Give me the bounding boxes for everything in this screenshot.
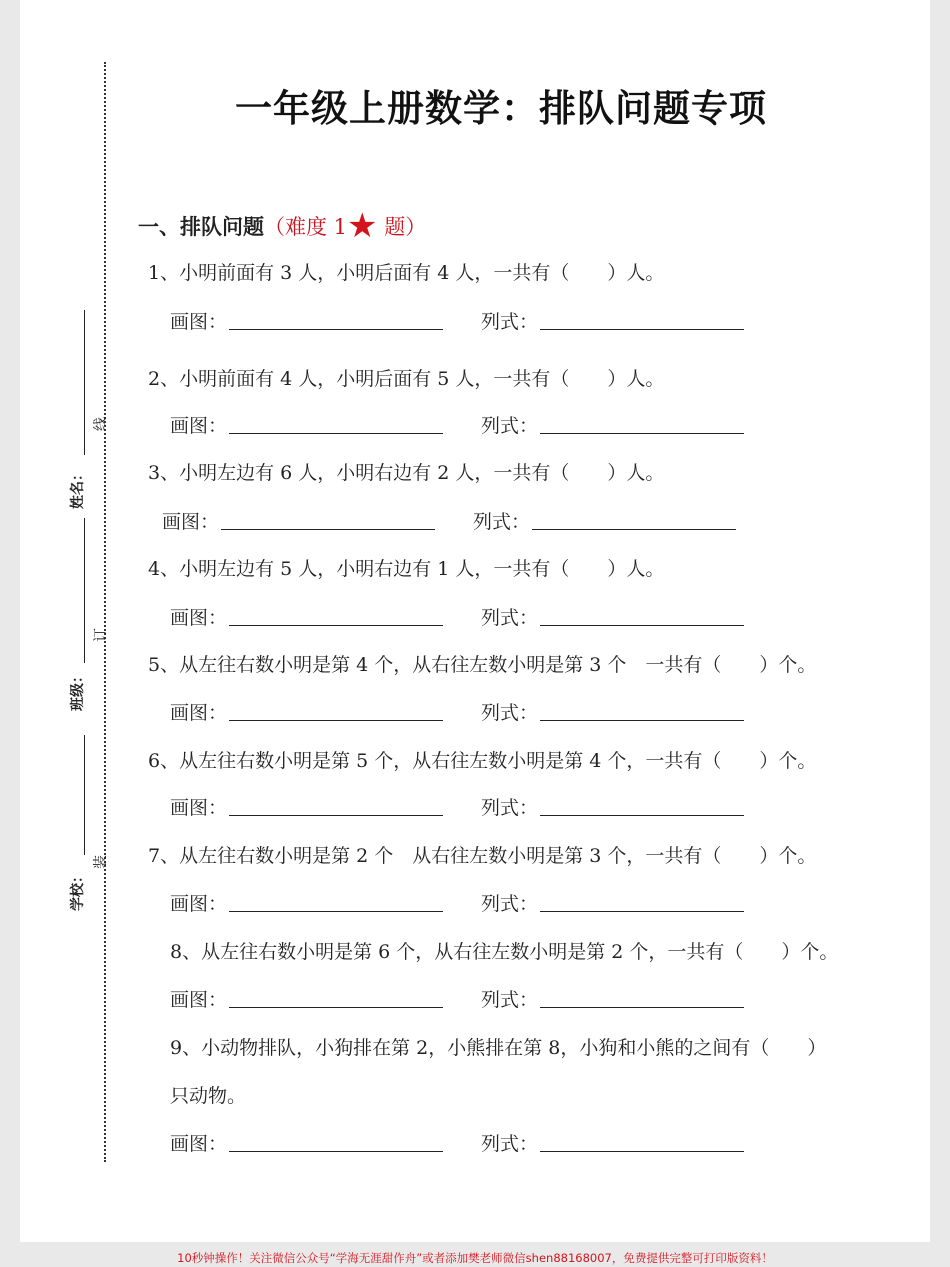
question-3: 3、小明左边有 6 人，小明右边有 2 人，一共有（ ）人。	[148, 462, 665, 484]
star-icon: ★	[347, 206, 378, 246]
name-field-label: 姓名：	[70, 467, 86, 509]
promo-footer: 10秒钟操作！关注微信公众号“学海无涯甜作舟”或者添加樊老师微信shen88168007，免费提供完整可打印版资料！	[177, 1251, 773, 1265]
formula-blank[interactable]	[540, 893, 744, 912]
question-4: 4、小明左边有 5 人，小明右边有 1 人，一共有（ ）人。	[148, 558, 665, 580]
formula-blank[interactable]	[540, 989, 744, 1008]
question-1: 1、小明前面有 3 人，小明后面有 4 人，一共有（ ）人。	[148, 262, 665, 284]
formula-blank[interactable]	[540, 702, 744, 721]
question-9-continuation: 只动物。	[170, 1085, 247, 1107]
formula-blank[interactable]	[540, 1133, 744, 1152]
draw-label: 画图：	[162, 511, 220, 533]
draw-label: 画图：	[170, 893, 228, 915]
answer-row-7	[170, 889, 744, 916]
question-2: 2、小明前面有 4 人，小明后面有 5 人，一共有（ ）人。	[148, 368, 665, 390]
draw-blank[interactable]	[229, 989, 443, 1008]
school-field-label: 学校：	[70, 869, 86, 911]
answer-row-9	[170, 1129, 744, 1156]
section-heading	[138, 206, 426, 246]
formula-blank[interactable]	[540, 797, 744, 816]
answer-row-3	[162, 507, 736, 534]
formula-label: 列式：	[473, 511, 531, 533]
answer-row-2	[170, 411, 744, 438]
school-field-rule	[84, 735, 85, 855]
draw-blank[interactable]	[229, 415, 443, 434]
formula-label: 列式：	[481, 702, 539, 724]
formula-label: 列式：	[481, 415, 539, 437]
question-9: 9、小动物排队，小狗排在第 2，小熊排在第 8，小狗和小熊的之间有（ ）	[170, 1037, 827, 1059]
answer-row-6	[170, 793, 744, 820]
section-title: 一、排队问题	[138, 215, 264, 239]
draw-label: 画图：	[170, 989, 228, 1011]
draw-blank[interactable]	[229, 797, 443, 816]
page-title: 一年级上册数学：排队问题专项	[235, 87, 767, 130]
answer-row-8	[170, 985, 744, 1012]
formula-label: 列式：	[481, 1133, 539, 1155]
draw-label: 画图：	[170, 415, 228, 437]
class-field-rule	[84, 518, 85, 663]
draw-label: 画图：	[170, 1133, 228, 1155]
draw-label: 画图：	[170, 607, 228, 629]
formula-label: 列式：	[481, 989, 539, 1011]
binding-char-bind: 装	[93, 855, 109, 869]
draw-blank[interactable]	[229, 1133, 443, 1152]
question-8: 8、从左往右数小明是第 6 个，从右往左数小明是第 2 个，一共有（ ）个。	[170, 941, 839, 963]
question-7: 7、从左往右数小明是第 2 个 从右往左数小明是第 3 个，一共有（ ）个。	[148, 845, 817, 867]
draw-blank[interactable]	[229, 893, 443, 912]
formula-blank[interactable]	[540, 311, 744, 330]
formula-blank[interactable]	[532, 511, 736, 530]
answer-row-1	[170, 307, 744, 334]
formula-label: 列式：	[481, 607, 539, 629]
formula-blank[interactable]	[540, 415, 744, 434]
binding-char-line: 线	[93, 417, 109, 431]
draw-blank[interactable]	[221, 511, 435, 530]
draw-label: 画图：	[170, 311, 228, 333]
formula-label: 列式：	[481, 797, 539, 819]
draw-label: 画图：	[170, 797, 228, 819]
formula-blank[interactable]	[540, 607, 744, 626]
formula-label: 列式：	[481, 893, 539, 915]
formula-label: 列式：	[481, 311, 539, 333]
class-field-label: 班级：	[70, 669, 86, 711]
draw-label: 画图：	[170, 702, 228, 724]
binding-dotted-line	[104, 62, 106, 1162]
answer-row-4	[170, 603, 744, 630]
name-field-rule	[84, 310, 85, 455]
answer-row-5	[170, 698, 744, 725]
question-5: 5、从左往右数小明是第 4 个，从右往左数小明是第 3 个 一共有（ ）个。	[148, 654, 817, 676]
draw-blank[interactable]	[229, 702, 443, 721]
difficulty-prefix: （难度 1	[264, 215, 348, 239]
difficulty-suffix: 题）	[377, 215, 427, 239]
question-6: 6、从左往右数小明是第 5 个，从右往左数小明是第 4 个，一共有（ ）个。	[148, 750, 817, 772]
binding-char-order: 订	[93, 628, 109, 642]
draw-blank[interactable]	[229, 311, 443, 330]
draw-blank[interactable]	[229, 607, 443, 626]
